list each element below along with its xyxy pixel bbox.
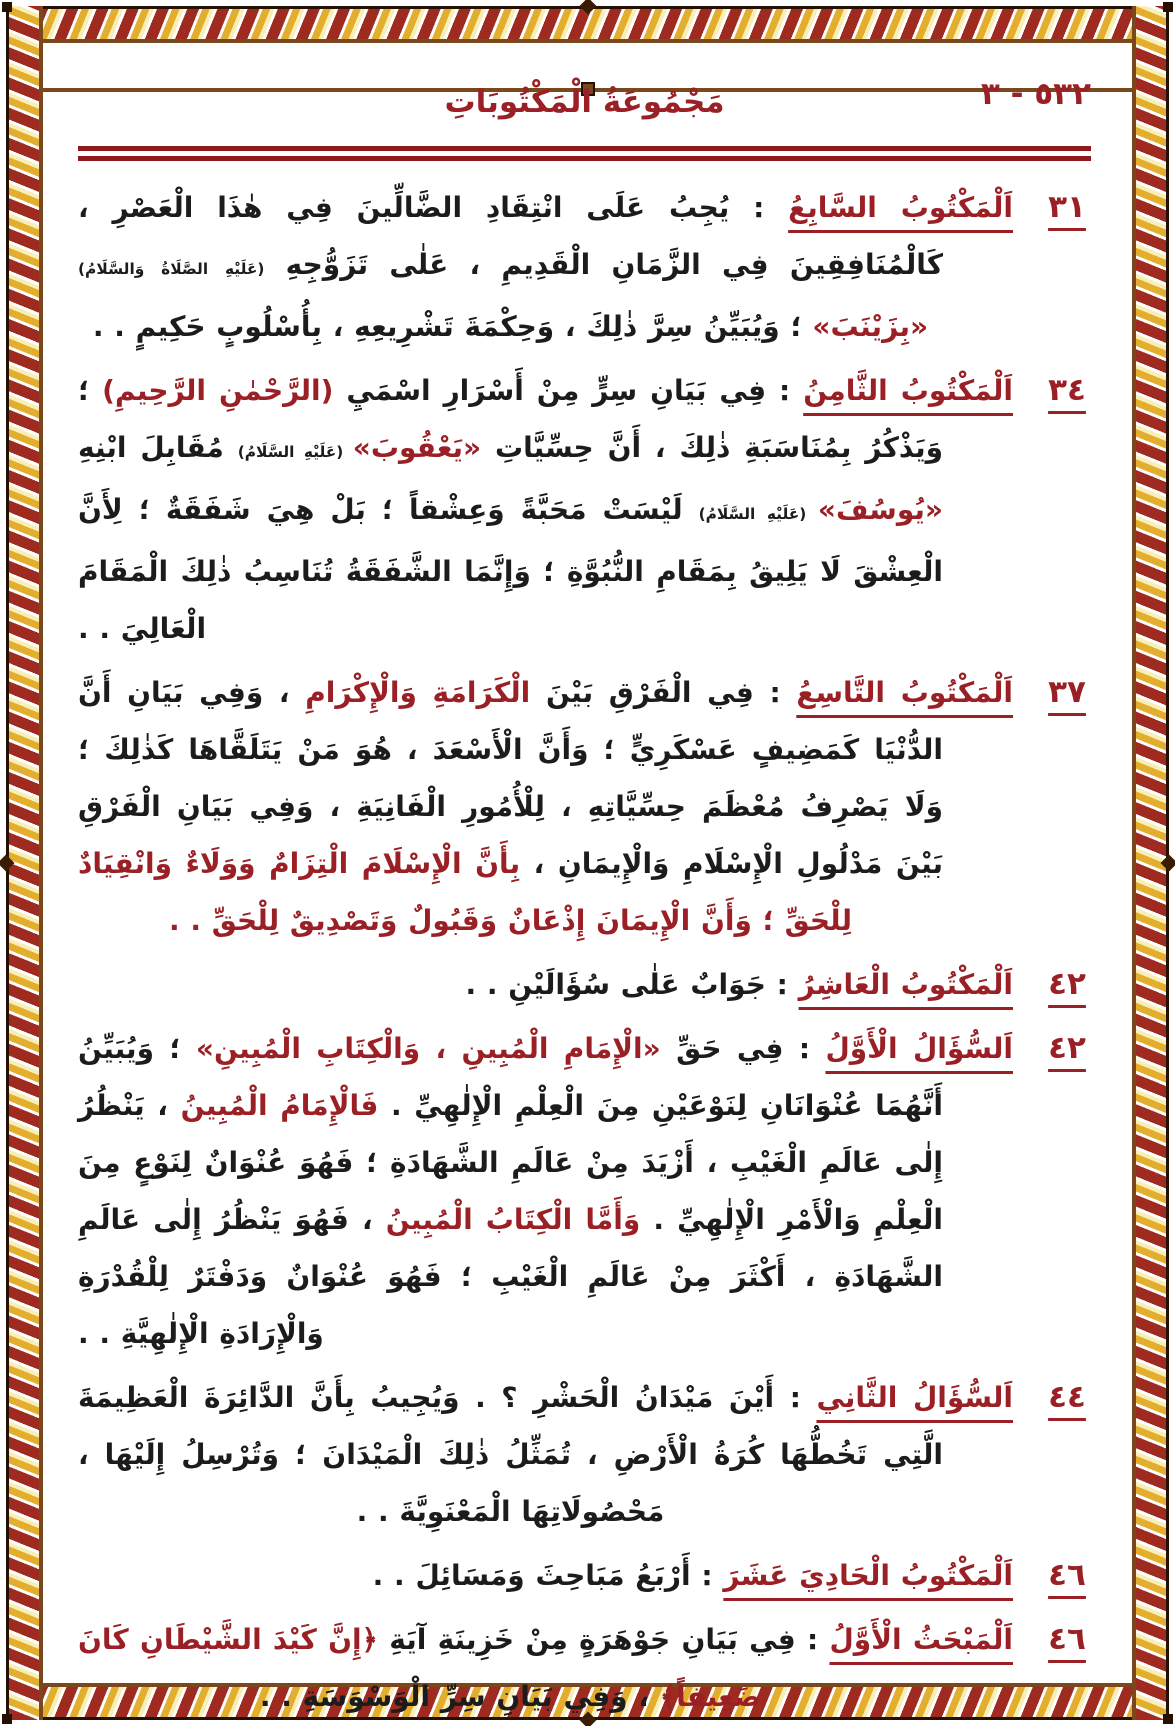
red-emphasis-text: «يَعْقُوبَ» xyxy=(352,431,482,464)
body-text: مُقَابِلَ ابْنِهِ xyxy=(78,431,238,464)
entry-number: ٤٢ xyxy=(1048,1030,1086,1066)
body-text: : فِي حَقِّ xyxy=(660,1032,826,1065)
entry-number: ٣١ xyxy=(1048,189,1086,225)
toc-entries-list xyxy=(78,179,1091,1725)
entry-number: ٤٢ xyxy=(1048,966,1086,1002)
body-text: ، فَهُوَ يَنْظُرُ إِلٰى عَالَمِ الشَّهَادَةِ ، أَكْثَرَ مِنْ عَالَمِ الْغَيْبِ ؛ فَهُوَ عُنْوَانٌ وَدَفْتَرٌ لِلْقُدْرَةِ وَالْإِرَادَةِ الْإِلٰهِيَّةِ . . xyxy=(78,1203,943,1350)
entry-number: ٤٤ xyxy=(1048,1379,1086,1415)
entry-title: اَلْمَكْتُوبُ الْعَاشِرُ xyxy=(798,968,1013,1001)
red-emphasis-text: وَأَمَّا الْكِتَابُ الْمُبِينُ xyxy=(385,1203,641,1236)
entry-body xyxy=(78,1611,1013,1725)
corner-ornament xyxy=(2,1714,12,1724)
entry-title: اَلْمَكْتُوبُ الثَّامِنُ xyxy=(803,374,1014,407)
body-text: ؛ وَيُبَيِّنُ أَنَّهُمَا عُنْوَانَانِ لِنَوْعَيْنِ مِنَ الْعِلْمِ الْإِلٰهِيِّ . xyxy=(78,1032,944,1122)
header-separator-rule xyxy=(78,146,1091,161)
entry-title: اَلْمَكْتُوبُ الْحَادِيَ عَشَرَ xyxy=(723,1559,1013,1592)
entry-number: ٣٧ xyxy=(1048,674,1086,710)
body-text: : جَوَابٌ عَلٰى سُؤَالَيْنِ . . xyxy=(465,968,799,1001)
red-emphasis-text: بِأَنَّ الْإِسْلَامَ الْتِزَامٌ وَوَلَاءٌ وَانْقِيَادٌ لِلْحَقِّ ؛ وَأَنَّ الْإِيمَانَ إِذْعَانٌ وَقَبُولٌ وَتَصْدِيقٌ لِلْحَقِّ . . xyxy=(78,847,852,937)
entry-body xyxy=(78,362,1014,657)
toc-entry xyxy=(78,362,1091,657)
page-title: مَجْمُوعَةُ الْمَكْتُوبَاتِ xyxy=(444,84,725,120)
body-text: ، وَفِي بَيَانِ سِرِّ الْوَسْوَسَةِ . . xyxy=(259,1680,660,1713)
page-content xyxy=(78,50,1091,1713)
toc-entry xyxy=(78,1020,1091,1362)
corner-ornament xyxy=(1163,2,1173,12)
entry-title: اَلسُّؤَالُ الثَّانِي xyxy=(816,1381,1013,1414)
entry-body xyxy=(78,1547,1013,1604)
page-number: ٥٣٢ - ٣ xyxy=(980,76,1091,112)
toc-entry xyxy=(78,1611,1091,1725)
entry-title: اَلسُّؤَالُ الْأَوَّلُ xyxy=(825,1032,1013,1065)
corner-ornament xyxy=(2,2,12,12)
entry-title: اَلْمَكْتُوبُ التَّاسِعُ xyxy=(796,676,1013,709)
red-emphasis-text: «الْإِمَامِ الْمُبِينِ ، وَالْكِتَابِ الْمُبِينِ» xyxy=(195,1032,661,1065)
entry-body xyxy=(78,1020,1013,1362)
body-text: : فِي بَيَانِ سِرٍّ مِنْ أَسْرَارِ اسْمَيِ xyxy=(333,374,804,407)
entry-title: اَلْمَبْحَثُ الْأَوَّلُ xyxy=(829,1623,1013,1656)
toc-entry xyxy=(78,179,1091,355)
entry-body xyxy=(78,956,1013,1013)
red-emphasis-text: «يُوسُفَ» xyxy=(817,493,943,526)
toc-entry xyxy=(78,1547,1091,1604)
body-text: ، وَفِي بَيَانِ أَنَّ الدُّنْيَا كَمَضِيفٍ عَسْكَرِيٍّ ؛ وَأَنَّ الْأَسْعَدَ ، هُوَ مَنْ يَتَلَقَّاهَا كَذٰلِكَ ؛ وَلَا يَصْرِفُ مُعْظَمَ حِسِّيَّاتِهِ ، لِلْأُمُورِ الْفَانِيَةِ ، وَفِي بَيَانِ الْفَرْقِ بَيْنَ مَدْلُولِ الْإِسْلَامِ وَالْإِيمَانِ ، xyxy=(78,676,944,880)
body-text: : أَيْنَ مَيْدَانُ الْحَشْرِ ؟ . وَيُجِيبُ بِأَنَّ الدَّائِرَةَ الْعَظِيمَةَ الَّتِي تَخُطُّهَا كُرَةُ الْأَرْضِ ، تُمَثِّلُ ذٰلِكَ الْمَيْدَانَ ؛ وَتُرْسِلُ إِلَيْهَا ، مَحْصُولَاتِهَا الْمَعْنَوِيَّةَ . . xyxy=(78,1381,943,1528)
toc-entry xyxy=(78,664,1091,949)
body-text: : أَرْبَعُ مَبَاحِثَ وَمَسَائِلَ . . xyxy=(372,1559,724,1592)
red-emphasis-text: (الرَّحْمٰنِ الرَّحِيمِ) xyxy=(102,374,334,407)
entry-number: ٤٦ xyxy=(1048,1557,1086,1593)
body-text: ؛ وَيَذْكُرُ بِمُنَاسَبَةِ ذٰلِكَ ، أَنَّ حِسِّيَّاتِ xyxy=(78,374,943,464)
honorific-seal: (عَلَيْهِ السَّلَامُ) xyxy=(698,505,818,523)
body-text: : يُجِبُ عَلَى انْتِقَادِ الضَّالِّينَ فِي هٰذَا الْعَصْرِ ، كَالْمُنَافِقِينَ فِي الزَّمَانِ الْقَدِيمِ ، عَلٰى تَزَوُّجِهِ xyxy=(78,191,944,281)
quran-verse: ﴿إِنَّ كَيْدَ الشَّيْطَانِ كَانَ ضَعِيفاً﴾ xyxy=(78,1623,762,1713)
honorific-seal: (عَلَيْهِ الصَّلَاةُ وَالسَّلَامُ) xyxy=(78,260,265,278)
body-text: ، يَنْظُرُ إِلٰى عَالَمِ الْغَيْبِ ، أَزْيَدَ مِنْ عَالَمِ الشَّهَادَةِ ؛ فَهُوَ عُنْوَانٌ لِنَوْعٍ مِنَ الْعِلْمِ وَالْأَمْرِ الْإِلٰهِيِّ . xyxy=(78,1089,944,1236)
entry-body xyxy=(78,664,1013,949)
body-text: ؛ وَيُبَيِّنُ سِرَّ ذٰلِكَ ، وَحِكْمَةَ تَشْرِيعِهِ ، بِأُسْلُوبٍ حَكِيمٍ . . xyxy=(92,310,813,343)
toc-entry xyxy=(78,956,1091,1013)
body-text: لَيْسَتْ مَحَبَّةً وَعِشْقاً ؛ بَلْ هِيَ شَفَقَةٌ ؛ لِأَنَّ الْعِشْقَ لَا يَلِيقُ بِمَقَامِ النُّبُوَّةِ ؛ وَإِنَّمَا الشَّفَقَةُ تُنَاسِبُ ذٰلِكَ الْمَقَامَ الْعَالِيَ . . xyxy=(78,493,943,645)
entry-number: ٤٦ xyxy=(1048,1621,1086,1657)
red-emphasis-text: «بِزَيْنَبَ» xyxy=(812,310,929,343)
red-emphasis-text: الْكَرَامَةِ وَالْإِكْرَامِ xyxy=(305,676,531,709)
body-text: : فِي بَيَانِ جَوْهَرَةٍ مِنْ خَزِينَةِ آيَةِ xyxy=(377,1623,830,1656)
entry-title: اَلْمَكْتُوبُ السَّابِعُ xyxy=(788,191,1013,224)
honorific-seal: (عَلَيْهِ السَّلَامُ) xyxy=(237,443,353,461)
entry-number: ٣٤ xyxy=(1048,372,1086,408)
body-text: : فِي الْفَرْقِ بَيْنَ xyxy=(530,676,797,709)
red-emphasis-text: فَالْإِمَامُ الْمُبِينُ xyxy=(180,1089,379,1122)
page-header xyxy=(78,50,1091,140)
entry-body xyxy=(78,179,1013,355)
corner-ornament xyxy=(1163,1714,1173,1724)
entry-body xyxy=(78,1369,1013,1540)
toc-entry xyxy=(78,1369,1091,1540)
